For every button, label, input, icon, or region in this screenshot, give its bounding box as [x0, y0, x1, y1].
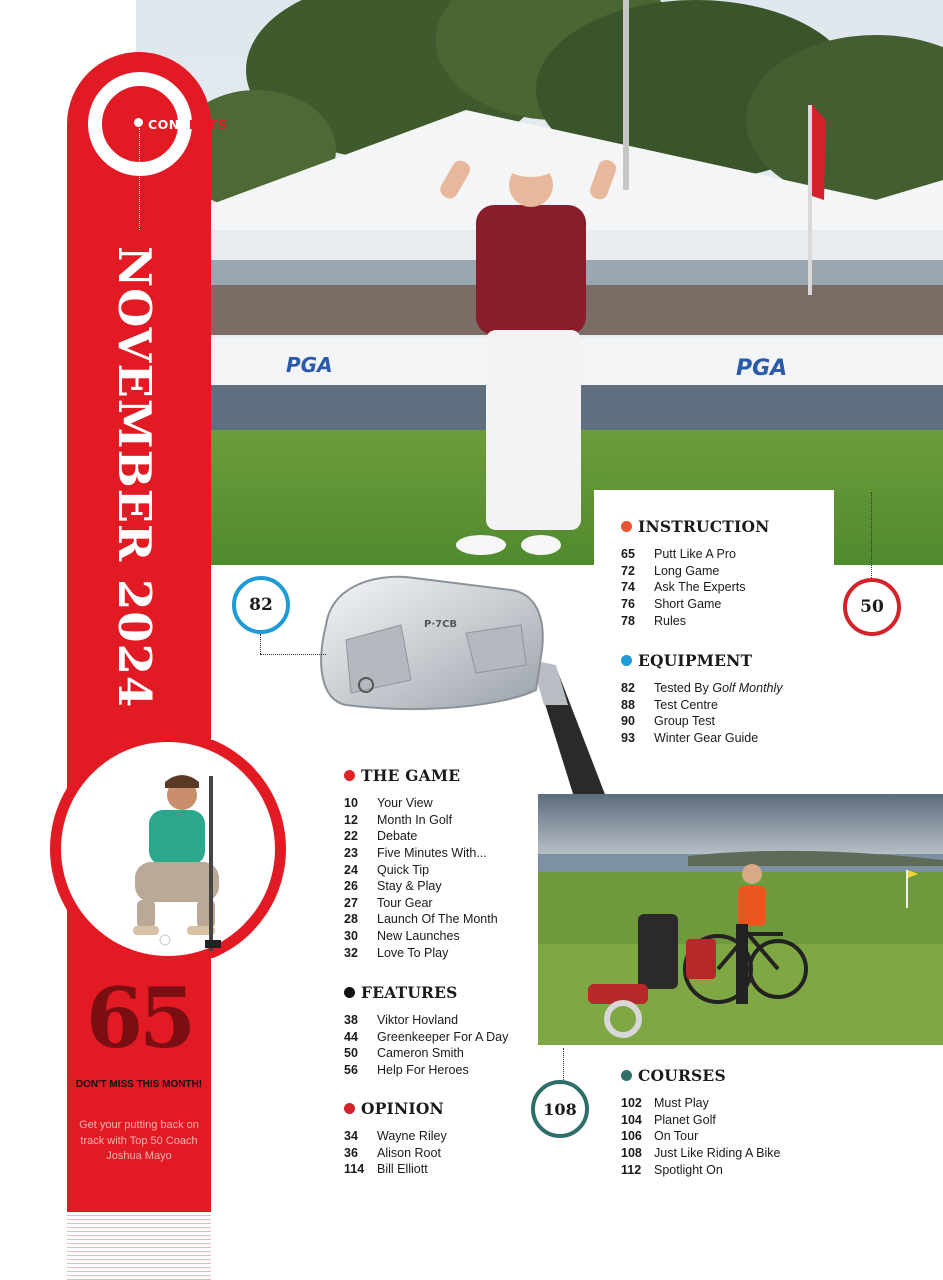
- club-model-text: P·7CB: [424, 619, 458, 630]
- list-item[interactable]: 24 Quick Tip: [344, 862, 430, 877]
- callout-page-50: 50: [843, 578, 901, 636]
- list-item[interactable]: 106 On Tour: [621, 1129, 699, 1144]
- list-item[interactable]: 23 Five Minutes With...: [344, 846, 487, 861]
- svg-text:PGA: PGA: [736, 356, 788, 381]
- section-heading: THE GAME: [344, 764, 498, 786]
- list-item[interactable]: 112 Spotlight On: [621, 1162, 723, 1177]
- list-item[interactable]: 93 Winter Gear Guide: [621, 731, 759, 746]
- list-item[interactable]: 76 Short Game: [621, 597, 722, 612]
- putting-coach-photo: [37, 740, 299, 958]
- bullet-icon: [621, 1070, 632, 1081]
- section-heading: EQUIPMENT: [621, 649, 783, 671]
- bullet-icon: [344, 770, 355, 781]
- section-heading: COURSES: [621, 1064, 780, 1086]
- bullet-icon: [344, 1103, 355, 1114]
- list-item[interactable]: 22 Debate: [344, 829, 418, 844]
- dotted-connector: [260, 654, 326, 655]
- list-item[interactable]: 44 Greenkeeper For A Day: [344, 1029, 509, 1044]
- list-item[interactable]: 114 Bill Elliott: [344, 1162, 428, 1177]
- iron-club-photo: [306, 565, 606, 797]
- section-features: [344, 981, 508, 1078]
- list-item[interactable]: 32 Love To Play: [344, 945, 449, 960]
- highlight-teaser: Get your putting back on track with Top 50 Coach Joshua Mayo: [79, 1119, 199, 1162]
- contents-heading: CONTENTS: [148, 117, 228, 132]
- svg-text:PGA: PGA: [286, 353, 333, 377]
- callout-page-108: 108: [531, 1080, 589, 1138]
- list-item[interactable]: 90 Group Test: [621, 714, 715, 729]
- dotted-connector: [563, 1048, 564, 1080]
- section-equipment: [621, 649, 783, 746]
- section-courses: [621, 1064, 780, 1178]
- section-heading: OPINION: [344, 1097, 447, 1119]
- list-item[interactable]: 26 Stay & Play: [344, 879, 442, 894]
- list-item[interactable]: 82 Tested By Golf Monthly: [621, 681, 783, 696]
- decorative-stripes: [67, 1212, 211, 1280]
- list-item[interactable]: 56 Help For Heroes: [344, 1063, 469, 1078]
- issue-month: [76, 246, 202, 736]
- callout-page-82: 82: [232, 576, 290, 634]
- dont-miss-heading: DON'T MISS THIS MONTH!: [75, 1079, 203, 1090]
- list-item[interactable]: 102 Must Play: [621, 1096, 709, 1111]
- list-item[interactable]: 108 Just Like Riding A Bike: [621, 1146, 781, 1161]
- list-item[interactable]: 30 New Launches: [344, 929, 460, 944]
- list-item[interactable]: 104 Planet Golf: [621, 1112, 716, 1127]
- section-instruction: [621, 515, 770, 629]
- list-item[interactable]: 65 Putt Like A Pro: [621, 547, 736, 562]
- list-item[interactable]: 34 Wayne Riley: [344, 1129, 447, 1144]
- section-heading: INSTRUCTION: [621, 515, 770, 537]
- dotted-connector: [139, 128, 140, 230]
- list-item[interactable]: 74 Ask The Experts: [621, 580, 746, 595]
- hero-photo-golfer-celebrating: [136, 0, 943, 565]
- list-item[interactable]: 28 Launch Of The Month: [344, 912, 498, 927]
- list-item[interactable]: 38 Viktor Hovland: [344, 1013, 459, 1028]
- bullet-icon: [621, 655, 632, 666]
- section-opinion: [344, 1097, 447, 1178]
- list-item[interactable]: 72 Long Game: [621, 563, 720, 578]
- list-item[interactable]: 12 Month In Golf: [344, 812, 453, 827]
- list-item[interactable]: 88 Test Centre: [621, 697, 718, 712]
- dotted-connector: [871, 492, 872, 578]
- section-heading: FEATURES: [344, 981, 508, 1003]
- dotted-connector: [260, 634, 261, 654]
- bullet-icon: [344, 987, 355, 998]
- section-the-game: [344, 764, 498, 961]
- list-item[interactable]: 50 Cameron Smith: [344, 1046, 464, 1061]
- contents-dot-icon: [134, 118, 143, 127]
- highlight-page-number: 65: [85, 971, 193, 1067]
- list-item[interactable]: 78 Rules: [621, 613, 686, 628]
- list-item[interactable]: 27 Tour Gear: [344, 895, 433, 910]
- list-item[interactable]: 10 Your View: [344, 796, 433, 811]
- list-item[interactable]: 36 Alison Root: [344, 1145, 441, 1160]
- issue-month-text: NOVEMBER 2024: [108, 246, 161, 709]
- cyclist-golf-course-photo: [538, 794, 943, 1045]
- bullet-icon: [621, 521, 632, 532]
